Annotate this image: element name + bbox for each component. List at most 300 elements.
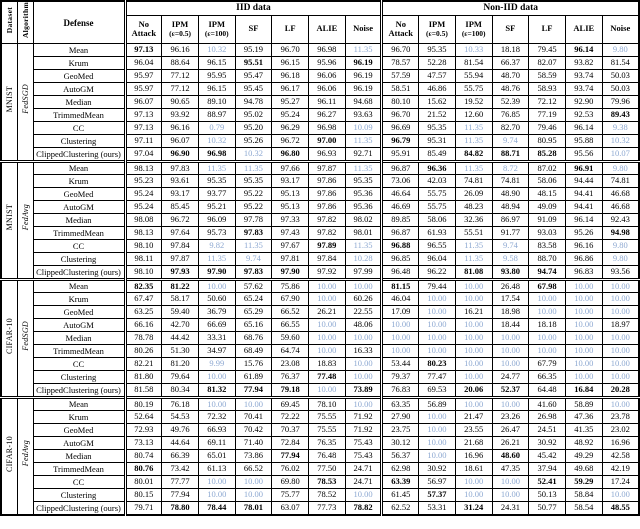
accuracy-cell: 16.33	[345, 345, 382, 358]
accuracy-cell: 96.70	[382, 109, 419, 122]
accuracy-cell: 85.45	[162, 201, 199, 214]
dataset-header-label: Dataset	[4, 6, 14, 34]
accuracy-cell: 9.82	[198, 240, 235, 253]
accuracy-cell: 65.01	[198, 450, 235, 463]
accuracy-cell: 10.00	[492, 476, 529, 489]
defense-label: GeoMed	[33, 70, 125, 83]
accuracy-cell: 98.01	[345, 227, 382, 240]
accuracy-cell: 72.84	[272, 437, 309, 450]
accuracy-cell: 30.92	[529, 437, 566, 450]
accuracy-cell: 97.93	[162, 266, 199, 280]
accuracy-cell: 96.70	[382, 44, 419, 57]
accuracy-cell: 58.84	[565, 489, 602, 502]
accuracy-cell: 81.08	[455, 266, 492, 280]
accuracy-cell: 75.43	[345, 450, 382, 463]
accuracy-cell: 97.83	[162, 161, 199, 175]
accuracy-cell: 98.08	[125, 214, 162, 227]
accuracy-cell: 96.14	[565, 214, 602, 227]
accuracy-cell: 98.02	[345, 214, 382, 227]
accuracy-cell: 76.02	[272, 463, 309, 476]
accuracy-cell: 9.38	[602, 122, 639, 135]
accuracy-cell: 98.11	[125, 253, 162, 266]
accuracy-cell: 79.46	[529, 122, 566, 135]
accuracy-cell: 96.79	[382, 135, 419, 148]
accuracy-cell: 20.28	[602, 384, 639, 398]
column-header-algorithm	[17, 1, 33, 44]
accuracy-cell: 65.29	[235, 306, 272, 319]
accuracy-cell: 95.91	[382, 148, 419, 162]
accuracy-cell: 10.00	[565, 279, 602, 293]
accuracy-cell: 98.13	[125, 227, 162, 240]
accuracy-cell: 10.00	[602, 279, 639, 293]
accuracy-cell: 97.92	[309, 266, 346, 280]
accuracy-cell: 11.35	[235, 161, 272, 175]
accuracy-cell: 26.09	[455, 188, 492, 201]
table-row	[1, 188, 639, 201]
accuracy-cell: 10.00	[602, 371, 639, 384]
accuracy-cell: 89.10	[198, 96, 235, 109]
accuracy-cell: 78.01	[235, 502, 272, 515]
accuracy-cell: 11.35	[198, 253, 235, 266]
accuracy-cell: 96.48	[382, 266, 419, 280]
header-row-groups	[1, 1, 639, 16]
accuracy-cell: 77.94	[162, 489, 199, 502]
accuracy-cell: 96.07	[162, 135, 199, 148]
table-body	[1, 44, 639, 515]
accuracy-cell: 10.00	[565, 293, 602, 306]
accuracy-cell: 96.72	[162, 214, 199, 227]
accuracy-cell: 10.00	[602, 397, 639, 411]
defense-label: Median	[33, 96, 125, 109]
accuracy-cell: 94.78	[235, 96, 272, 109]
table-row	[1, 424, 639, 437]
accuracy-cell: 66.52	[272, 306, 309, 319]
accuracy-cell: 10.28	[345, 253, 382, 266]
accuracy-cell: 50.13	[529, 489, 566, 502]
accuracy-cell: 52.37	[492, 384, 529, 398]
accuracy-cell: 88.64	[162, 57, 199, 70]
accuracy-cell: 97.13	[125, 44, 162, 57]
accuracy-cell: 81.20	[162, 358, 199, 371]
accuracy-cell: 19.52	[455, 96, 492, 109]
accuracy-cell: 86.97	[492, 214, 529, 227]
dataset-label	[1, 44, 17, 162]
accuracy-cell: 11.35	[455, 122, 492, 135]
accuracy-cell: 53.44	[382, 358, 419, 371]
accuracy-cell: 95.13	[272, 188, 309, 201]
accuracy-cell: 21.52	[419, 109, 456, 122]
accuracy-cell: 73.89	[345, 384, 382, 398]
table-row	[1, 358, 639, 371]
accuracy-cell: 97.04	[125, 148, 162, 162]
table-row	[1, 476, 639, 489]
accuracy-cell: 80.34	[162, 384, 199, 398]
accuracy-cell: 70.42	[235, 424, 272, 437]
accuracy-cell: 94.41	[565, 201, 602, 214]
accuracy-cell: 95.02	[235, 109, 272, 122]
accuracy-cell: 58.59	[529, 70, 566, 83]
accuracy-cell: 73.86	[235, 450, 272, 463]
accuracy-cell: 10.00	[235, 476, 272, 489]
accuracy-cell: 96.87	[382, 227, 419, 240]
accuracy-cell: 10.32	[602, 135, 639, 148]
table-row	[1, 345, 639, 358]
accuracy-cell: 84.82	[455, 148, 492, 162]
algorithm-header-label: Algorithm	[20, 2, 30, 39]
accuracy-cell: 93.03	[529, 227, 566, 240]
accuracy-cell: 76.83	[382, 384, 419, 398]
attack-name: No Attack	[388, 18, 414, 39]
accuracy-cell: 10.00	[565, 306, 602, 319]
accuracy-cell: 65.16	[235, 319, 272, 332]
accuracy-cell: 10.00	[345, 489, 382, 502]
accuracy-cell: 95.26	[235, 135, 272, 148]
accuracy-cell: 11.35	[345, 161, 382, 175]
accuracy-cell: 96.87	[382, 161, 419, 175]
accuracy-cell: 95.27	[272, 96, 309, 109]
accuracy-cell: 79.64	[162, 371, 199, 384]
accuracy-cell: 95.35	[419, 44, 456, 57]
accuracy-cell: 58.06	[419, 214, 456, 227]
accuracy-cell: 74.81	[455, 175, 492, 188]
accuracy-cell: 95.35	[198, 175, 235, 188]
accuracy-cell: 69.80	[272, 476, 309, 489]
accuracy-cell: 17.24	[602, 476, 639, 489]
accuracy-cell: 26.21	[309, 306, 346, 319]
column-header-dataset	[1, 1, 17, 44]
accuracy-cell: 95.95	[198, 70, 235, 83]
accuracy-cell: 61.13	[198, 463, 235, 476]
accuracy-cell: 23.75	[382, 424, 419, 437]
attack-name: IPM	[208, 19, 226, 30]
accuracy-cell: 16.96	[455, 450, 492, 463]
accuracy-cell: 88.70	[529, 253, 566, 266]
accuracy-cell: 10.00	[602, 306, 639, 319]
accuracy-cell: 97.13	[125, 109, 162, 122]
accuracy-cell: 81.32	[198, 384, 235, 398]
accuracy-cell: 56.37	[382, 450, 419, 463]
accuracy-cell: 10.00	[529, 293, 566, 306]
accuracy-cell: 96.36	[419, 161, 456, 175]
accuracy-cell: 96.80	[272, 148, 309, 162]
accuracy-cell: 10.00	[345, 279, 382, 293]
accuracy-cell: 58.54	[565, 502, 602, 515]
accuracy-cell: 55.75	[419, 201, 456, 214]
accuracy-cell: 70.37	[272, 424, 309, 437]
accuracy-cell: 55.51	[455, 227, 492, 240]
accuracy-cell: 97.89	[309, 240, 346, 253]
accuracy-cell: 96.04	[125, 57, 162, 70]
accuracy-cell: 27.90	[382, 411, 419, 424]
accuracy-cell: 48.55	[602, 502, 639, 515]
accuracy-cell: 30.12	[382, 437, 419, 450]
accuracy-cell: 95.31	[419, 135, 456, 148]
accuracy-cell: 77.12	[162, 70, 199, 83]
accuracy-cell: 77.77	[162, 476, 199, 489]
accuracy-cell: 95.36	[345, 201, 382, 214]
accuracy-cell: 10.00	[455, 345, 492, 358]
column-header-attack-iid	[235, 16, 272, 44]
accuracy-cell: 94.44	[565, 175, 602, 188]
accuracy-cell: 55.75	[455, 83, 492, 96]
accuracy-cell: 48.90	[492, 188, 529, 201]
table-row	[1, 371, 639, 384]
accuracy-cell: 10.00	[382, 319, 419, 332]
defense-label: AutoGM	[33, 437, 125, 450]
accuracy-cell: 11.35	[198, 161, 235, 175]
table-row	[1, 450, 639, 463]
accuracy-cell: 71.92	[345, 424, 382, 437]
accuracy-cell: 67.47	[125, 293, 162, 306]
accuracy-cell: 10.00	[602, 489, 639, 502]
accuracy-cell: 50.77	[529, 502, 566, 515]
accuracy-cell: 17.09	[382, 306, 419, 319]
accuracy-cell: 98.10	[125, 240, 162, 253]
table-row	[1, 502, 639, 515]
accuracy-cell: 18.61	[455, 463, 492, 476]
accuracy-cell: 72.93	[125, 424, 162, 437]
accuracy-cell: 87.02	[529, 161, 566, 175]
table-row	[1, 437, 639, 450]
accuracy-cell: 23.78	[602, 411, 639, 424]
accuracy-cell: 91.09	[529, 214, 566, 227]
accuracy-cell: 31.24	[455, 502, 492, 515]
accuracy-cell: 96.69	[382, 122, 419, 135]
accuracy-cell: 10.00	[235, 489, 272, 502]
accuracy-cell: 10.00	[455, 476, 492, 489]
accuracy-cell: 23.26	[492, 411, 529, 424]
accuracy-cell: 20.06	[455, 384, 492, 398]
accuracy-cell: 9.74	[492, 135, 529, 148]
accuracy-cell: 79.96	[602, 96, 639, 109]
attack-name: SF	[505, 23, 516, 34]
accuracy-cell: 61.93	[419, 227, 456, 240]
accuracy-cell: 30.92	[419, 463, 456, 476]
accuracy-cell: 92.90	[565, 96, 602, 109]
defense-label: TrimmedMean	[33, 109, 125, 122]
accuracy-cell: 79.37	[382, 371, 419, 384]
accuracy-cell: 96.15	[198, 57, 235, 70]
accuracy-cell: 10.00	[419, 345, 456, 358]
column-header-attack-iid	[345, 16, 382, 44]
accuracy-cell: 66.93	[198, 424, 235, 437]
attack-name: IPM	[465, 19, 482, 30]
accuracy-cell: 62.98	[382, 463, 419, 476]
accuracy-cell: 33.31	[198, 332, 235, 345]
accuracy-cell: 57.37	[419, 489, 456, 502]
accuracy-cell: 50.03	[602, 83, 639, 96]
accuracy-cell: 96.55	[419, 240, 456, 253]
accuracy-cell: 48.06	[345, 319, 382, 332]
accuracy-cell: 69.45	[272, 397, 309, 411]
accuracy-cell: 97.82	[309, 227, 346, 240]
table-row	[1, 201, 639, 214]
accuracy-cell: 41.35	[565, 424, 602, 437]
accuracy-cell: 96.98	[309, 44, 346, 57]
accuracy-cell: 53.31	[419, 502, 456, 515]
accuracy-cell: 93.63	[345, 109, 382, 122]
accuracy-cell: 95.26	[565, 227, 602, 240]
accuracy-cell: 42.19	[602, 463, 639, 476]
accuracy-cell: 97.90	[272, 266, 309, 280]
accuracy-cell: 9.74	[235, 253, 272, 266]
defense-label: Clustering	[33, 489, 125, 502]
accuracy-cell: 81.54	[455, 57, 492, 70]
accuracy-cell: 41.60	[529, 397, 566, 411]
table-row	[1, 214, 639, 227]
accuracy-cell: 48.76	[492, 83, 529, 96]
table-row	[1, 253, 639, 266]
column-header-attack-iid	[272, 16, 309, 44]
defense-label: Clustering	[33, 135, 125, 148]
accuracy-cell: 96.98	[309, 122, 346, 135]
accuracy-cell: 10.00	[309, 293, 346, 306]
accuracy-cell: 97.82	[309, 214, 346, 227]
accuracy-cell: 72.12	[529, 96, 566, 109]
accuracy-cell: 81.15	[382, 279, 419, 293]
accuracy-cell: 10.00	[345, 397, 382, 411]
accuracy-cell: 10.32	[198, 135, 235, 148]
accuracy-cell: 75.43	[345, 437, 382, 450]
accuracy-cell: 80.23	[419, 358, 456, 371]
accuracy-cell: 10.09	[345, 122, 382, 135]
accuracy-cell: 52.64	[125, 411, 162, 424]
defense-label: Mean	[33, 397, 125, 411]
accuracy-cell: 32.36	[455, 214, 492, 227]
algorithm-name: FedSGD	[20, 320, 30, 351]
accuracy-cell: 10.00	[602, 358, 639, 371]
accuracy-cell: 94.74	[529, 266, 566, 280]
accuracy-cell: 75.55	[309, 411, 346, 424]
accuracy-cell: 96.83	[565, 266, 602, 280]
accuracy-cell: 9.80	[602, 44, 639, 57]
accuracy-cell: 96.90	[162, 148, 199, 162]
attack-param: (ε=0.5)	[426, 28, 448, 38]
accuracy-cell: 60.26	[345, 293, 382, 306]
accuracy-cell: 95.20	[235, 122, 272, 135]
defense-label: Median	[33, 450, 125, 463]
defense-label: Krum	[33, 293, 125, 306]
algorithm-label	[17, 44, 33, 162]
column-header-attack-noniid	[419, 16, 456, 44]
attack-name: ALIE	[316, 23, 338, 34]
accuracy-cell: 96.16	[162, 44, 199, 57]
accuracy-cell: 79.71	[125, 502, 162, 515]
accuracy-cell: 96.86	[565, 253, 602, 266]
accuracy-cell: 90.65	[162, 96, 199, 109]
accuracy-cell: 93.56	[602, 266, 639, 280]
accuracy-cell: 10.00	[345, 358, 382, 371]
accuracy-cell: 91.77	[492, 227, 529, 240]
accuracy-cell: 16.84	[565, 384, 602, 398]
accuracy-cell: 67.98	[529, 279, 566, 293]
accuracy-cell: 10.00	[309, 319, 346, 332]
accuracy-cell: 95.35	[235, 175, 272, 188]
accuracy-cell: 10.00	[565, 319, 602, 332]
accuracy-cell: 62.52	[382, 502, 419, 515]
accuracy-cell: 18.44	[492, 319, 529, 332]
accuracy-cell: 10.00	[492, 332, 529, 345]
accuracy-cell: 81.80	[125, 371, 162, 384]
accuracy-cell: 95.35	[345, 175, 382, 188]
accuracy-cell: 95.35	[419, 122, 456, 135]
accuracy-cell: 66.35	[529, 371, 566, 384]
attack-param: (ε=0.5)	[169, 28, 191, 38]
accuracy-cell: 93.82	[565, 57, 602, 70]
defense-label: Clustering	[33, 253, 125, 266]
accuracy-cell: 64.74	[272, 345, 309, 358]
accuracy-cell: 79.45	[529, 44, 566, 57]
accuracy-cell: 97.99	[345, 266, 382, 280]
accuracy-cell: 75.55	[309, 424, 346, 437]
accuracy-cell: 95.97	[125, 70, 162, 83]
accuracy-cell: 76.35	[309, 437, 346, 450]
accuracy-cell: 49.09	[529, 201, 566, 214]
accuracy-cell: 10.00	[198, 279, 235, 293]
accuracy-cell: 56.97	[419, 476, 456, 489]
accuracy-cell: 49.68	[565, 463, 602, 476]
accuracy-cell: 66.16	[125, 319, 162, 332]
defense-label-ours: ClippedClustering (ours)	[33, 148, 125, 162]
accuracy-cell: 96.88	[382, 240, 419, 253]
table-row	[1, 332, 639, 345]
accuracy-cell: 95.22	[235, 201, 272, 214]
accuracy-cell: 47.57	[419, 70, 456, 83]
accuracy-cell: 23.02	[602, 424, 639, 437]
algorithm-label	[17, 397, 33, 515]
accuracy-cell: 48.23	[455, 201, 492, 214]
accuracy-cell: 96.19	[345, 57, 382, 70]
accuracy-cell: 98.10	[125, 266, 162, 280]
column-header-attack-iid	[309, 16, 346, 44]
accuracy-cell: 65.24	[235, 293, 272, 306]
accuracy-cell: 96.29	[272, 122, 309, 135]
accuracy-cell: 72.32	[198, 411, 235, 424]
accuracy-cell: 96.11	[309, 96, 346, 109]
accuracy-cell: 85.28	[529, 148, 566, 162]
accuracy-cell: 11.35	[235, 240, 272, 253]
algorithm-name: FedAvg	[20, 440, 30, 467]
accuracy-cell: 10.00	[419, 411, 456, 424]
accuracy-cell: 97.81	[272, 253, 309, 266]
column-group-noniid: Non-IID data	[382, 1, 639, 16]
accuracy-cell: 34.97	[198, 345, 235, 358]
accuracy-cell: 52.41	[529, 476, 566, 489]
accuracy-cell: 93.80	[492, 266, 529, 280]
accuracy-cell: 76.37	[272, 371, 309, 384]
table-row	[1, 489, 639, 502]
accuracy-cell: 18.98	[492, 306, 529, 319]
accuracy-cell: 48.15	[529, 188, 566, 201]
accuracy-cell: 77.48	[309, 371, 346, 384]
accuracy-cell: 49.76	[162, 424, 199, 437]
accuracy-cell: 96.91	[565, 161, 602, 175]
accuracy-cell: 81.58	[125, 384, 162, 398]
accuracy-cell: 85.49	[419, 148, 456, 162]
column-header-attack-noniid	[455, 16, 492, 44]
dataset-label	[1, 279, 17, 397]
accuracy-cell: 11.35	[455, 161, 492, 175]
accuracy-cell: 66.55	[272, 319, 309, 332]
table-row	[1, 384, 639, 398]
accuracy-cell: 36.79	[198, 306, 235, 319]
accuracy-cell: 95.45	[235, 83, 272, 96]
accuracy-cell: 47.36	[565, 411, 602, 424]
accuracy-cell: 9.80	[602, 240, 639, 253]
accuracy-cell: 42.03	[419, 175, 456, 188]
accuracy-cell: 21.68	[455, 437, 492, 450]
accuracy-cell: 12.60	[455, 109, 492, 122]
